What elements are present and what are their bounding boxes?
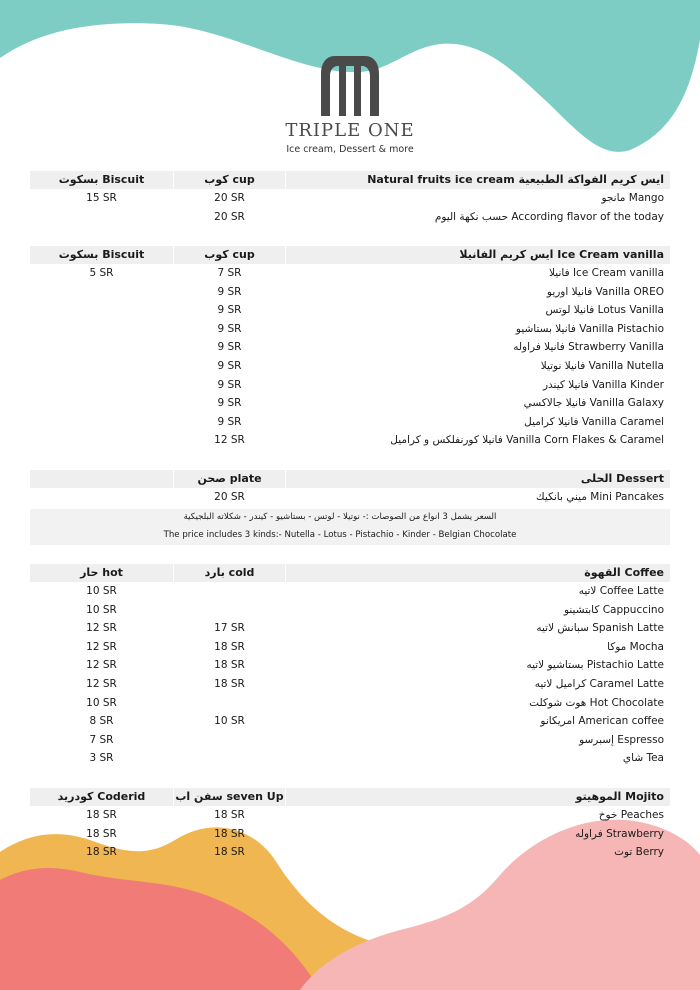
menu-row — [30, 806, 670, 825]
price-plate: 20 SR — [214, 491, 245, 503]
menu-row — [30, 582, 670, 601]
menu-row — [30, 264, 670, 283]
price-hot: 7 SR — [89, 733, 114, 746]
menu-row — [30, 601, 670, 620]
item-name: فانيلا جالاكسي Vanilla Galaxy — [523, 397, 664, 410]
menu-row — [30, 825, 670, 844]
menu-row — [30, 712, 670, 731]
section-mojito — [30, 788, 670, 862]
column-header-mid: كوب cup — [204, 173, 255, 186]
menu-row — [30, 638, 670, 657]
price-cup: 9 SR — [217, 415, 242, 428]
price-coderid: 18 SR — [86, 809, 117, 821]
column-header-mid: كوب cup — [204, 248, 255, 261]
section-header — [30, 470, 670, 488]
item-name: امريكانو American coffee — [540, 715, 664, 728]
price-cup: 9 SR — [217, 397, 242, 410]
price-seven-up: 18 SR — [214, 809, 245, 821]
column-header-mid: سفن اب seven Up — [175, 790, 284, 803]
item-name: فانيلا كيندر Vanilla Kinder — [542, 378, 664, 391]
price-coderid: 18 SR — [86, 827, 117, 840]
section-title: الموهيتو Mojito — [575, 790, 664, 803]
price-cold: 18 SR — [214, 677, 245, 690]
menu-row — [30, 208, 670, 227]
column-header-left: كودريد Coderid — [57, 790, 146, 803]
menu-row — [30, 413, 670, 432]
price-cup: 9 SR — [217, 341, 242, 354]
price-coderid: 18 SR — [86, 846, 117, 859]
menu-row — [30, 283, 670, 302]
section-header — [30, 171, 670, 189]
section-title: Natural fruits ice cream ايس كريم الفواكة الطبيعية — [367, 173, 664, 186]
menu-row — [30, 189, 670, 208]
section-title: ايس كريم الفانيلا Ice Cream vanilla — [459, 248, 664, 261]
price-hot: 3 SR — [89, 752, 114, 765]
price-cold: 18 SR — [214, 659, 245, 672]
item-name: فانيلا فراوله Strawberry Vanilla — [513, 341, 664, 354]
item-name: فانيلا كورنفلكس و كراميل Vanilla Corn Flakes & Caramel — [390, 434, 664, 447]
price-cup: 7 SR — [217, 267, 242, 279]
item-name: إسبرسو Espresso — [579, 733, 664, 746]
brand-logo — [270, 48, 430, 168]
price-hot: 10 SR — [86, 696, 117, 709]
section-ice-cream-vanilla — [30, 246, 670, 450]
item-name: موكا Mocha — [607, 640, 664, 653]
menu-row — [30, 675, 670, 694]
item-name: بستاشيو لاتيه Pistachio Latte — [526, 659, 664, 672]
menu-row — [30, 749, 670, 768]
price-cup: 9 SR — [217, 285, 242, 298]
item-name: ميني بانكيك Mini Pancakes — [536, 491, 664, 503]
menu-row — [30, 619, 670, 638]
column-header-mid: صحن plate — [197, 472, 262, 485]
item-name: فانيلا نوتيلا Vanilla Nutella — [540, 359, 664, 372]
item-name: خوخ Peaches — [598, 809, 664, 821]
item-name: مانجو Mango — [601, 192, 664, 204]
item-name: كراميل لاتيه Caramel Latte — [534, 677, 664, 690]
price-hot: 12 SR — [86, 677, 117, 690]
item-name: فانيلا كراميل Vanilla Caramel — [524, 415, 664, 428]
item-name: فانيلا Ice Cream vanilla — [549, 267, 664, 279]
section-natural-fruits — [30, 171, 670, 226]
section-title: القهوة Coffee — [584, 566, 664, 579]
section-header — [30, 246, 670, 264]
section-title: الحلى Dessert — [580, 472, 664, 485]
price-biscuit: 15 SR — [86, 192, 117, 204]
item-name: فانيلا لوتس Lotus Vanilla — [545, 304, 664, 317]
menu-row — [30, 488, 670, 507]
menu-row — [30, 338, 670, 357]
brand-tagline: Ice cream, Dessert & more — [286, 144, 414, 155]
price-cold: 18 SR — [214, 640, 245, 653]
note-arabic: السعر يشمل 3 انواع من الصوصات :- نوتيلا - لوتس - بستاشيو - كيندر - شكلاته البلجيكية — [183, 511, 497, 522]
menu-row — [30, 320, 670, 339]
item-name: لاتيه Coffee Latte — [578, 585, 664, 597]
menu-row — [30, 301, 670, 320]
price-cup: 12 SR — [214, 434, 245, 447]
menu-row — [30, 731, 670, 750]
item-name: توت Berry — [614, 846, 664, 859]
price-hot: 10 SR — [86, 585, 117, 597]
brand-name: TRIPLE ONE — [285, 120, 415, 141]
item-name: فانيلا اوريو Vanilla OREO — [546, 285, 664, 298]
price-hot: 12 SR — [86, 622, 117, 635]
item-name: فراوله Strawberry — [575, 827, 664, 840]
price-hot: 10 SR — [86, 603, 117, 616]
section-header — [30, 564, 670, 582]
column-header-mid: بارد cold — [204, 566, 255, 579]
menu-row — [30, 376, 670, 395]
item-name: فانيلا بستاشيو Vanilla Pistachio — [515, 322, 664, 335]
price-seven-up: 18 SR — [214, 846, 245, 859]
price-cup: 9 SR — [217, 322, 242, 335]
dessert-note — [30, 509, 670, 545]
item-name: سبانش لاتيه Spanish Latte — [536, 622, 664, 635]
menu-row — [30, 694, 670, 713]
price-hot: 12 SR — [86, 640, 117, 653]
column-header-left: بسكوت Biscuit — [58, 173, 145, 186]
price-cold: 17 SR — [214, 622, 245, 635]
price-seven-up: 18 SR — [214, 827, 245, 840]
price-hot: 12 SR — [86, 659, 117, 672]
price-cup: 20 SR — [214, 192, 245, 204]
price-cup: 20 SR — [214, 210, 245, 223]
column-header-left: حار hot — [80, 566, 123, 579]
section-dessert — [30, 470, 670, 545]
price-cold: 10 SR — [214, 715, 245, 728]
logo-mark-icon — [321, 56, 379, 116]
item-name: هوت شوكلت Hot Chocolate — [529, 696, 664, 709]
menu-row — [30, 431, 670, 450]
menu-row — [30, 656, 670, 675]
item-name: كابتشينو Cappuccino — [563, 603, 664, 616]
section-coffee — [30, 564, 670, 768]
item-name: شاي Tea — [622, 752, 664, 765]
section-header — [30, 788, 670, 806]
price-cup: 9 SR — [217, 304, 242, 317]
menu-row — [30, 357, 670, 376]
menu-row — [30, 394, 670, 413]
item-name: حسب نكهة اليوم According flavor of the today — [434, 210, 664, 223]
price-cup: 9 SR — [217, 378, 242, 391]
menu-row — [30, 843, 670, 862]
price-hot: 8 SR — [89, 715, 114, 728]
price-cup: 9 SR — [217, 359, 242, 372]
price-biscuit: 5 SR — [89, 267, 114, 279]
note-english: The price includes 3 kinds:- Nutella - Lotus - Pistachio - Kinder - Belgian Chocolate — [163, 529, 517, 540]
column-header-left: بسكوت Biscuit — [58, 248, 145, 261]
